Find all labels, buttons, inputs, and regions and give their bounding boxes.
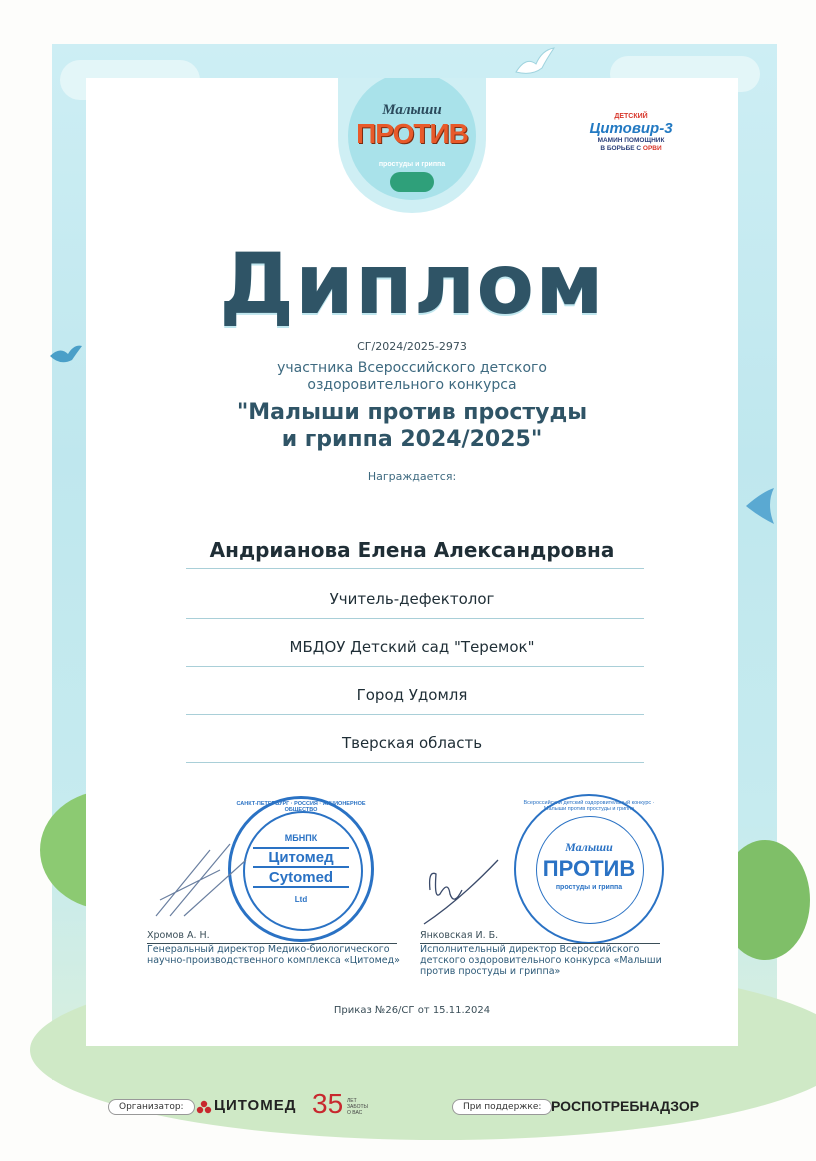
participant-line-1: участника Всероссийского детского (277, 360, 547, 376)
cytomed-logo-icon (196, 1100, 212, 1114)
awarded-label: Награждается: (367, 470, 457, 483)
anniversary-text-1: ЛЕТ (347, 1098, 357, 1104)
signer-right-title-1: Исполнительный директор Всероссийского (420, 944, 640, 955)
stamp-line-2: ПРОТИВ (542, 856, 636, 881)
brand-top: ДЕТСКИЙ (614, 113, 648, 120)
logo-line-3: простуды и гриппа (378, 161, 446, 168)
signer-right-name: Янковская И. Б. (420, 930, 499, 941)
recipient-name: Андрианова Елена Александровна (209, 538, 615, 562)
signature-left (150, 830, 270, 920)
signer-left-title-1: Генеральный директор Медико-биологического (147, 944, 390, 955)
organizer-label: Организатор: (108, 1099, 195, 1115)
anniversary-text-3: О ВАС (347, 1110, 363, 1116)
brand-tagline-1: МАМИН ПОМОЩНИК (597, 137, 665, 144)
bird-icon (512, 46, 558, 78)
support-label: При поддержке: (452, 1099, 552, 1115)
divider (186, 568, 644, 569)
stamp-ring-text: Всероссийский детский оздоровительный конкурс · Малыши против простуды и гриппа (523, 800, 655, 812)
contest-name-line-2: и гриппа 2024/2025" (281, 427, 543, 452)
logo-line-1: Малыши (382, 102, 442, 118)
stamp-mid-1: Цитомед (253, 847, 349, 868)
diploma-title: Диплом (219, 235, 605, 333)
contest-name-line-1: "Малыши против простуды (236, 400, 588, 425)
brand-tagline-3: ОРВИ (642, 145, 662, 152)
signer-right-title-3: против простуды и гриппа» (420, 966, 561, 977)
participant-line-2: оздоровительного конкурса (307, 377, 517, 393)
signer-left-title-2: научно-производственного комплекса «Цитомед» (147, 955, 400, 966)
recipient-position: Учитель-дефектолог (329, 590, 495, 608)
signer-left-name: Хромов А. Н. (147, 930, 210, 941)
order-number: Приказ №26/СГ от 15.11.2024 (333, 1005, 491, 1016)
diploma-number: СГ/2024/2025-2973 (357, 340, 467, 353)
cytovir-brand (586, 113, 676, 153)
stamp-top: МБНПК (284, 833, 318, 843)
logo-line-2: ПРОТИВ (356, 118, 468, 149)
recipient-region: Тверская область (341, 734, 483, 752)
recipient-city: Город Удомля (356, 686, 468, 704)
signer-right (420, 930, 670, 977)
divider (186, 618, 644, 619)
signer-right-title-2: детского оздоровительного конкурса «Малыши (420, 955, 662, 966)
anniversary-text-2: ЗАБОТЫ (347, 1104, 368, 1110)
divider (186, 666, 644, 667)
stamp-bottom: Ltd (294, 895, 308, 904)
brand-tagline-2: В БОРЬБЕ С (600, 145, 642, 152)
brand-name: Цитовир-3 (589, 120, 673, 137)
stamp-ring-text: САНКТ-ПЕТЕРБУРГ · РОССИЯ · АКЦИОНЕРНОЕ ОБЩЕСТВО (236, 801, 366, 813)
virus-icon (390, 172, 434, 192)
recipient-organization: МБДОУ Детский сад "Теремок" (289, 638, 535, 656)
stamp-line-1: Малыши (565, 840, 613, 854)
divider (186, 714, 644, 715)
support-name: РОСПОТРЕБНАДЗОР (551, 1098, 700, 1114)
divider (186, 762, 644, 763)
stamp-mid-2: Cytomed (253, 869, 349, 888)
bird-icon (744, 486, 776, 526)
contest-stamp (514, 794, 664, 944)
signer-left (147, 930, 407, 966)
anniversary-text (347, 1098, 368, 1116)
signature-right (420, 850, 500, 930)
organizer-name: ЦИТОМЕД (214, 1097, 297, 1114)
bird-icon (48, 342, 84, 368)
anniversary-number: 35 (312, 1088, 344, 1119)
stamp-line-3: простуды и гриппа (555, 884, 623, 891)
